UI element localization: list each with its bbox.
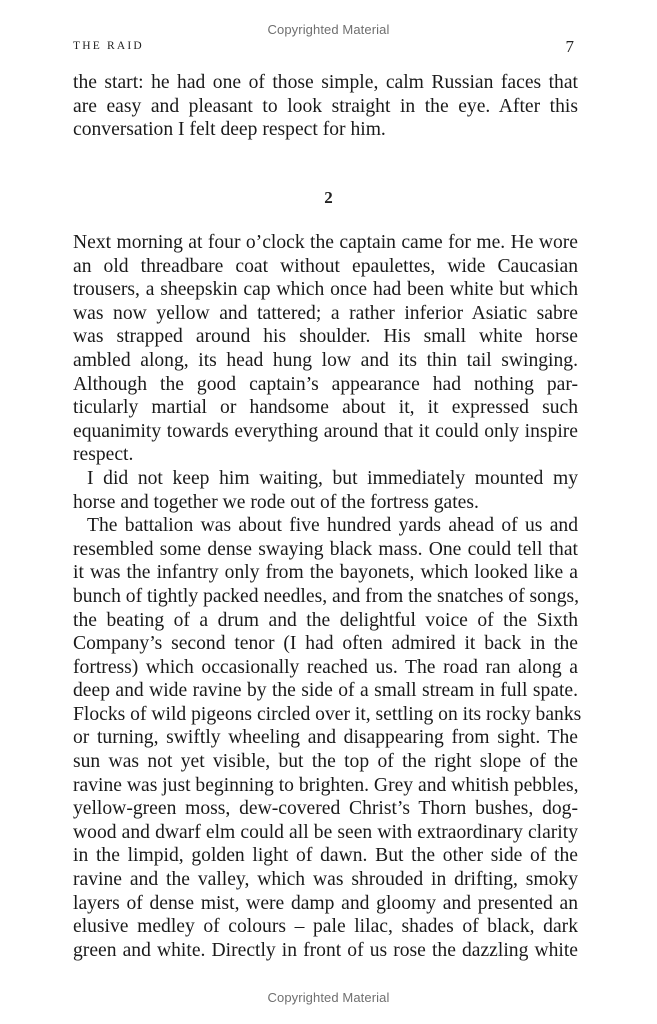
text-line: ravine was just beginning to brighten. Grey and whitish pebbles, bbox=[73, 774, 579, 796]
text-line: it was the infantry only from the bayonets, which looked like a bbox=[73, 562, 578, 584]
text-line: fortress) which occasionally reached us. The road ran along a bbox=[73, 656, 578, 678]
text-line: trousers, a sheepskin cap which once had been white but which bbox=[73, 279, 578, 301]
text-line: resembled some dense swaying black mass. One could tell that bbox=[73, 538, 578, 560]
text-line: bunch of tightly packed needles, and from the snatches of songs, bbox=[73, 585, 580, 607]
text-line: the start: he had one of those simple, calm Russian faces that bbox=[73, 72, 578, 93]
text-line: was strapped around his shoulder. His small white horse bbox=[73, 326, 578, 348]
running-head-title: THE RAID bbox=[73, 40, 144, 52]
text-line: are easy and pleasant to look straight in the eye. After this bbox=[73, 95, 578, 117]
text-line: respect. bbox=[73, 444, 134, 466]
text-line: equanimity towards everything around that it could only inspire bbox=[73, 420, 578, 442]
text-line: in the limpid, golden light of dawn. But the other side of the bbox=[73, 845, 578, 867]
copyright-watermark-bottom: Copyrighted Material bbox=[267, 990, 390, 1005]
text-line: Flocks of wild pigeons circled over it, settling on its rocky banks bbox=[73, 703, 582, 725]
text-line: wood and dwarf elm could all be seen with extraordinary clarity bbox=[73, 821, 578, 843]
text-line: elusive medley of colours – pale lilac, shades of black, dark bbox=[73, 916, 578, 938]
text-line: I did not keep him waiting, but immediately mounted my bbox=[87, 467, 578, 489]
paragraph bbox=[73, 467, 578, 514]
text-line: horse and together we rode out of the fortress gates. bbox=[73, 491, 479, 513]
text-line: deep and wide ravine by the side of a small stream in full spate. bbox=[73, 680, 578, 702]
text-line: an old threadbare coat without epaulettes, wide Caucasian bbox=[73, 255, 578, 277]
text-line: The battalion was about five hundred yards ahead of us and bbox=[87, 515, 578, 537]
text-line: ambled along, its head hung low and its thin tail swinging. bbox=[73, 349, 578, 371]
page-number: 7 bbox=[565, 37, 574, 56]
text-line: conversation I felt deep respect for him. bbox=[73, 119, 386, 141]
text-line: Company’s second tenor (I had often admired it back in the bbox=[73, 633, 578, 655]
text-line: sun was not yet visible, but the top of the right slope of the bbox=[73, 751, 578, 773]
section-number: 2 bbox=[324, 188, 333, 207]
text-line: was now yellow and tattered; a rather inferior Asiatic sabre bbox=[73, 302, 578, 324]
text-line: ravine and the valley, which was shrouded in drifting, smoky bbox=[73, 869, 578, 891]
text-line: ticularly martial or handsome about it, it expressed such bbox=[73, 397, 578, 419]
copyright-watermark-top: Copyrighted Material bbox=[267, 22, 390, 37]
text-line: Although the good captain’s appearance had nothing par- bbox=[73, 373, 578, 395]
paragraph bbox=[73, 231, 578, 467]
text-line: yellow-green moss, dew-covered Christ’s Thorn bushes, dog- bbox=[73, 798, 578, 820]
text-line: Next morning at four o’clock the captain came for me. He wore bbox=[73, 232, 578, 253]
text-line: the beating of a drum and the delightful voice of the Sixth bbox=[73, 609, 578, 631]
text-line: or turning, swiftly wheeling and disappearing from sight. The bbox=[73, 727, 578, 749]
text-line: layers of dense mist, were damp and gloomy and presented an bbox=[73, 892, 578, 914]
paragraph bbox=[73, 514, 582, 962]
text-line: green and white. Directly in front of us rose the dazzling white bbox=[73, 939, 578, 961]
section-body bbox=[73, 231, 582, 962]
opening-paragraph bbox=[73, 71, 578, 142]
